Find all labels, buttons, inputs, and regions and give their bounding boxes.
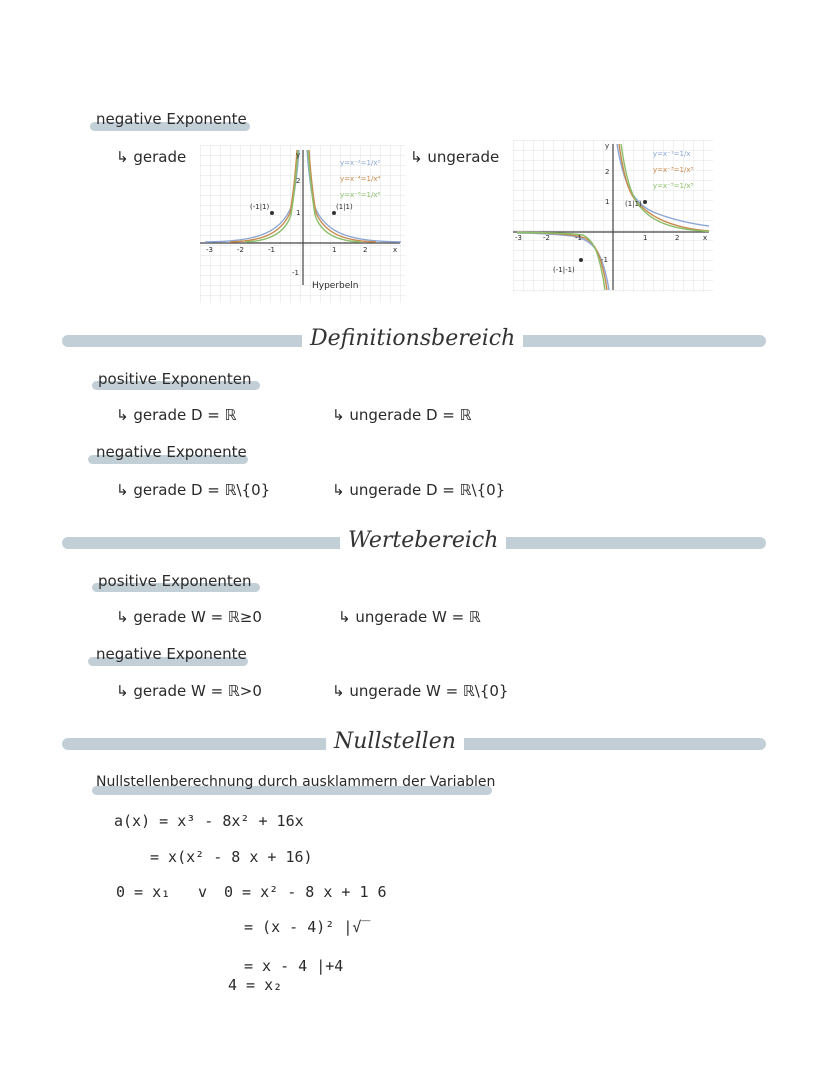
even-exponent-graph: [200, 145, 405, 303]
eq-line-2: = x(x² - 8 x + 16): [150, 848, 313, 866]
werte-neg-even: ↳ gerade W = ℝ>0: [116, 682, 262, 700]
xtick-0: -3: [206, 246, 213, 254]
werte-pos-heading: positive Exponenten: [98, 572, 252, 590]
xtick-2: -1: [268, 246, 275, 254]
ytick-0: y: [296, 151, 301, 159]
point-label-neg: (-1|-1): [553, 266, 575, 274]
ytick-0: y: [605, 142, 610, 150]
section-title-werte: Wertebereich: [340, 528, 506, 553]
eq-line-3a: 0 = x₁: [116, 883, 171, 901]
ytick-3: -1: [601, 256, 608, 264]
point-1-1: [332, 211, 336, 215]
legend-3: y=x⁻⁵=1/x⁵: [653, 182, 694, 190]
xtick-4: 2: [675, 234, 680, 242]
ytick-1: 2: [296, 177, 301, 185]
legend-1: y=x⁻¹=1/x: [653, 150, 691, 158]
even-label: ↳ gerade: [116, 148, 187, 166]
eq-line-6: 4 = x₂: [228, 976, 283, 994]
ytick-3: -1: [292, 269, 299, 277]
def-pos-even: ↳ gerade D = ℝ: [116, 406, 237, 424]
def-neg-heading: negative Exponente: [96, 443, 247, 461]
xtick-3: 1: [332, 246, 337, 254]
def-neg-odd: ↳ ungerade D = ℝ\{0}: [332, 481, 506, 499]
point-neg1-1: [270, 211, 274, 215]
eq-line-1: a(x) = x³ - 8x² + 16x: [114, 812, 304, 830]
xtick-4: 2: [363, 246, 368, 254]
section-title-nullstellen: Nullstellen: [326, 729, 464, 754]
hyperbel-caption: Hyperbeln: [312, 281, 359, 291]
legend-3: y=x⁻⁶=1/x⁶: [340, 191, 381, 199]
xtick-0: -3: [515, 234, 522, 242]
xtick-1: -2: [237, 246, 244, 254]
legend-1: y=x⁻²=1/x²: [340, 159, 381, 167]
legend-2: y=x⁻³=1/x³: [653, 166, 694, 174]
eq-line-3c: 0 = x² - 8 x + 1 6: [224, 883, 387, 901]
def-neg-even: ↳ gerade D = ℝ\{0}: [116, 481, 271, 499]
legend-2: y=x⁻⁴=1/x⁴: [340, 175, 381, 183]
ytick-2: 1: [296, 209, 301, 217]
point-label-right: (1|1): [336, 203, 353, 211]
werte-neg-heading: negative Exponente: [96, 645, 247, 663]
xtick-2: -1: [575, 234, 582, 242]
eq-line-3b: v: [198, 883, 208, 901]
ytick-2: 1: [605, 198, 610, 206]
eq-line-4: = (x - 4)² |√‾: [244, 918, 371, 936]
def-pos-odd: ↳ ungerade D = ℝ: [332, 406, 472, 424]
werte-pos-odd: ↳ ungerade W = ℝ: [338, 608, 481, 626]
eq-line-5: = x - 4 |+4: [244, 957, 344, 975]
def-pos-heading: positive Exponenten: [98, 370, 252, 388]
section-title-definition: Definitionsbereich: [302, 326, 523, 351]
odd-label: ↳ ungerade: [410, 148, 500, 166]
xtick-5: x: [393, 246, 398, 254]
odd-exponent-graph: [513, 140, 713, 292]
werte-pos-even: ↳ gerade W = ℝ≥0: [116, 608, 262, 626]
ytick-1: 2: [605, 168, 610, 176]
werte-neg-odd: ↳ ungerade W = ℝ\{0}: [332, 682, 509, 700]
top-heading: negative Exponente: [96, 110, 247, 128]
xtick-1: -2: [543, 234, 550, 242]
nullstellen-intro: Nullstellenberechnung durch ausklammern der Variablen: [96, 774, 496, 790]
point-neg1-neg1: [579, 258, 583, 262]
xtick-3: 1: [643, 234, 648, 242]
xtick-5: x: [703, 234, 708, 242]
point-label-left: (-1|1): [250, 203, 270, 211]
point-1-1: [643, 200, 647, 204]
point-label-pos: (1|1): [625, 200, 642, 208]
